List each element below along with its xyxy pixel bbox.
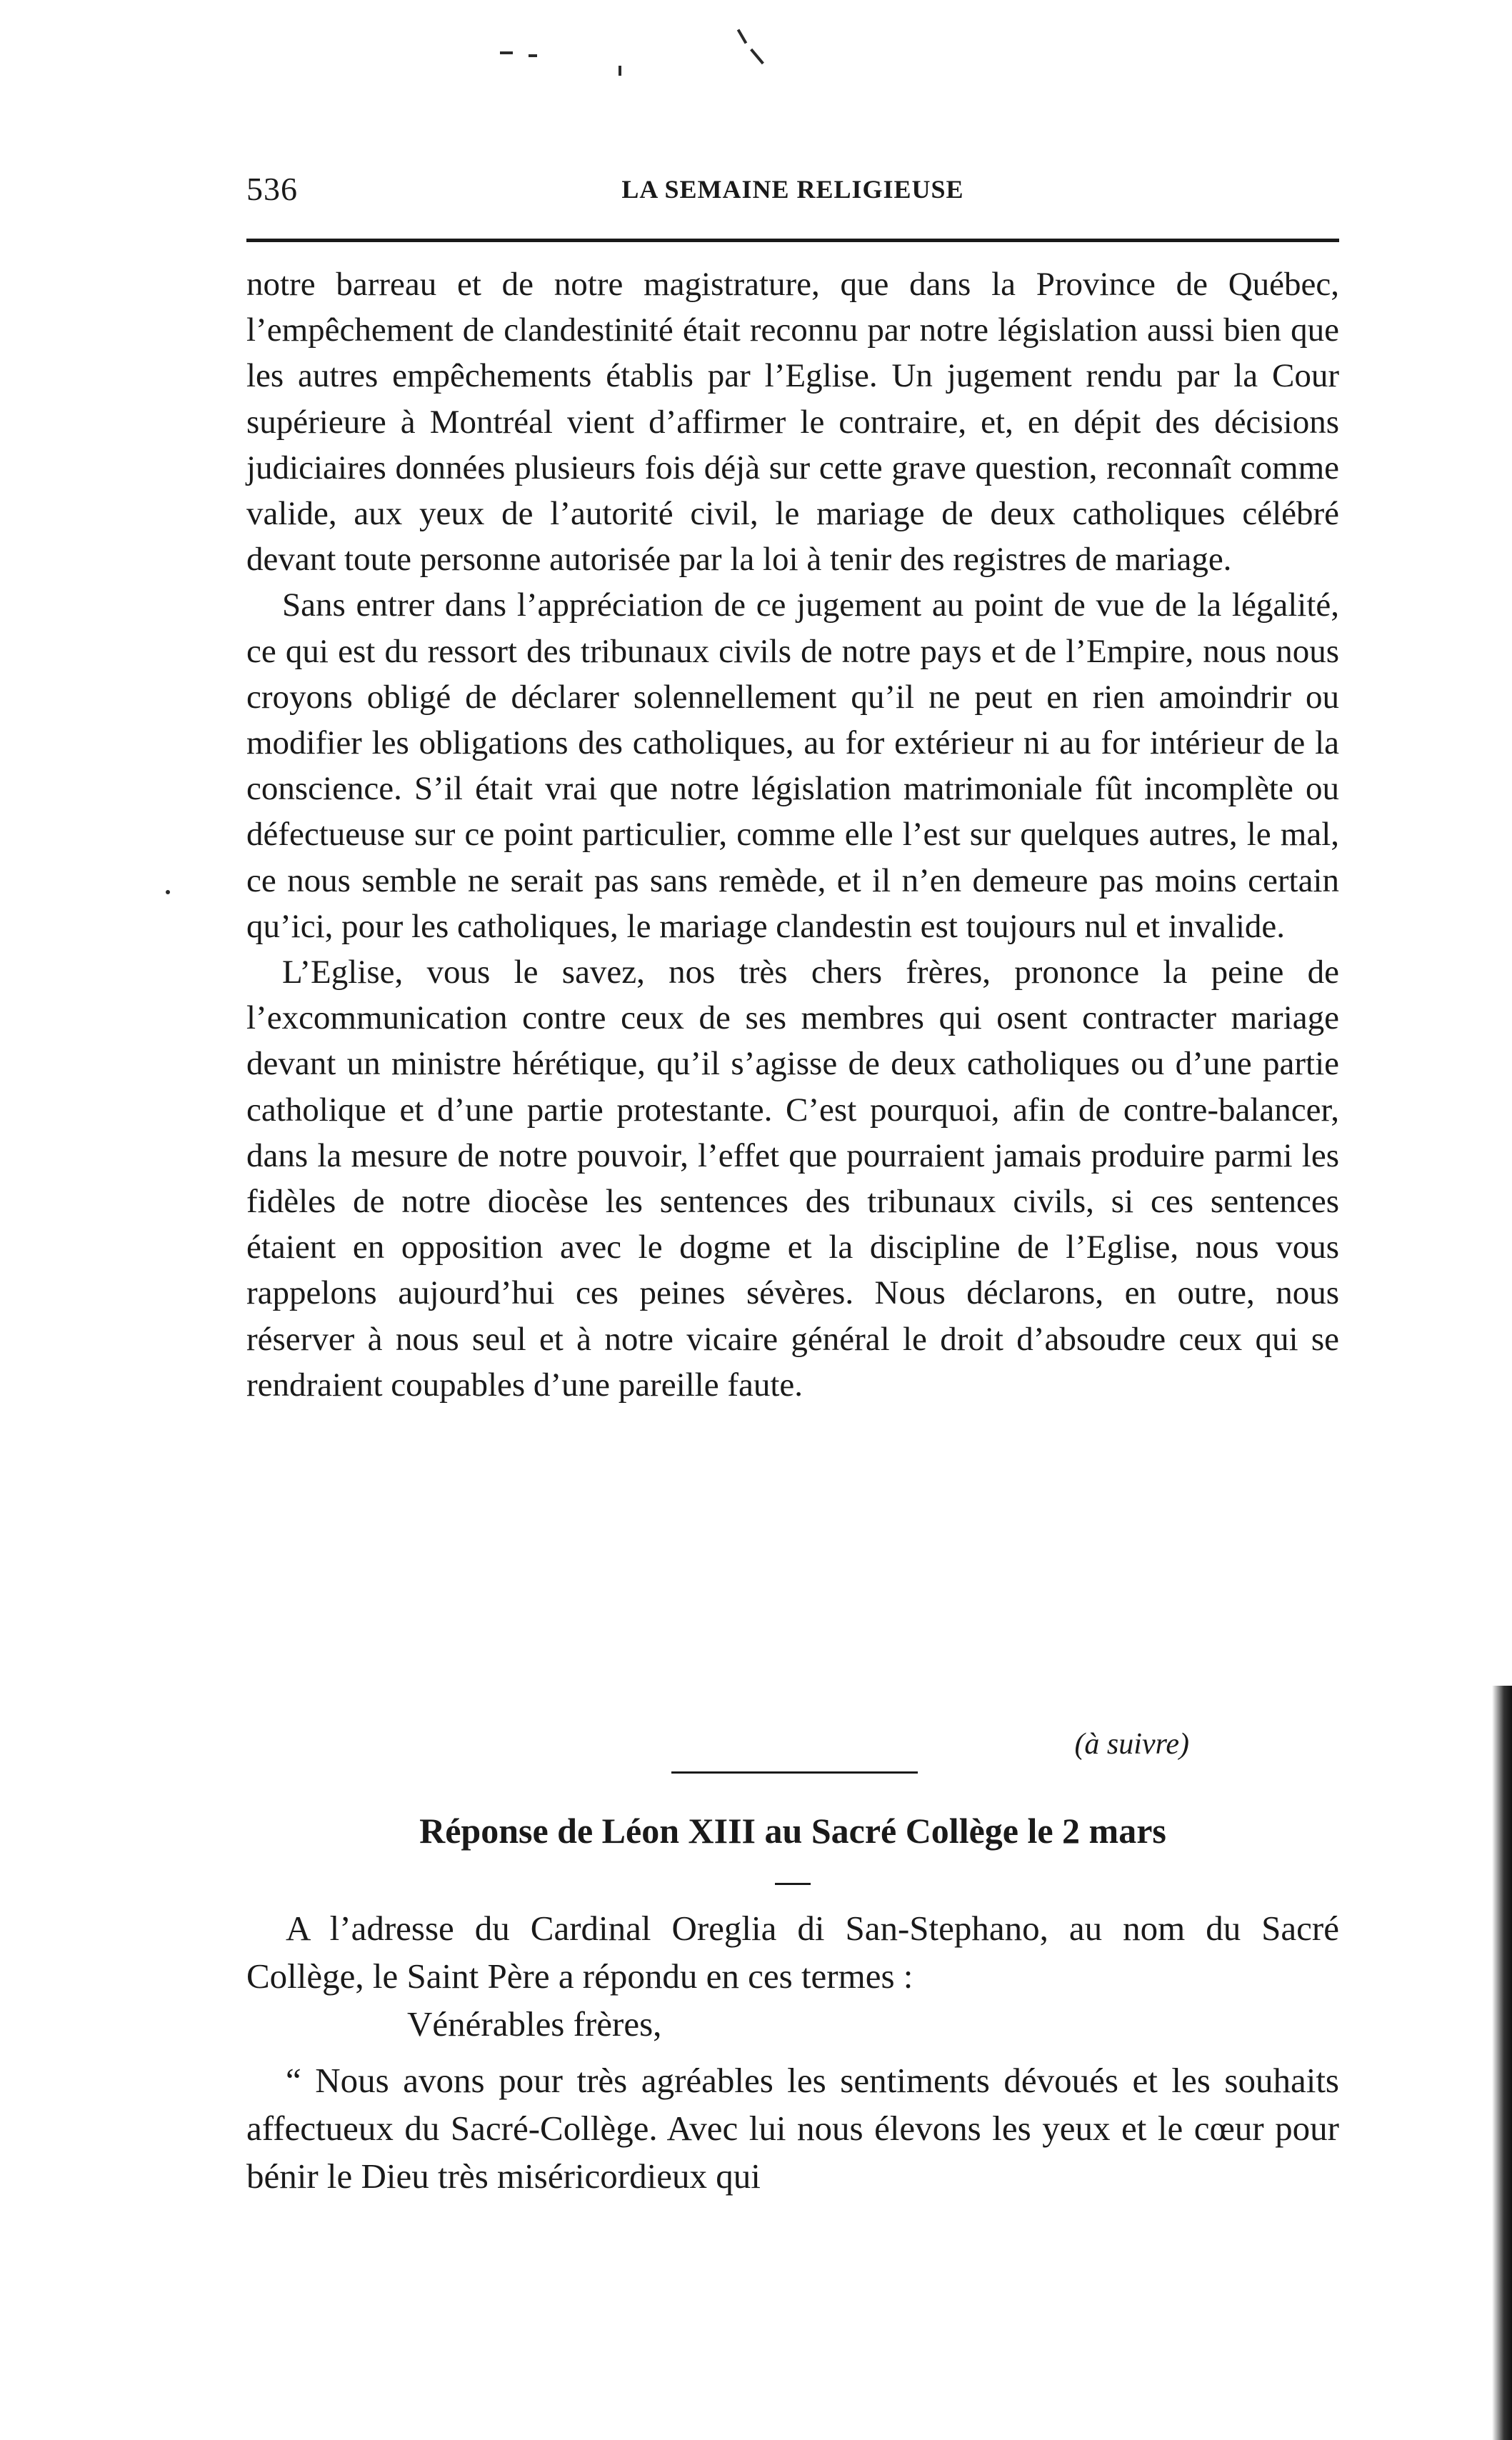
ink-speck <box>619 66 621 76</box>
ink-speck <box>737 29 747 44</box>
ink-speck <box>750 49 764 64</box>
section-text <box>246 1904 1339 2200</box>
ink-speck <box>500 51 513 54</box>
title-dash <box>775 1883 811 1885</box>
page-edge-shadow <box>1492 1686 1512 2440</box>
page-number: 536 <box>246 171 298 207</box>
paragraph: Sans entrer dans l’appréciation de ce jugement au point de vue de la légalité, ce qui est du ressort des tribunaux civils de notre pays et de l’Empire, nous nous croyons obligé de déclarer solennellement qu’il ne peut en rien amoindrir ou modifier les obligations des catholiques, au for extérieur ni au for intérieur de la conscience. S’il était vrai que notre législation matrimoniale fût incomplète ou défectueuse sur ce point particulier, comme elle l’est sur quelques autres, le mal, ce nous semble ne serait pas sans remède, et il n’en demeure pas moins certain qu’ici, pour les catholiques, le mariage clandestin est toujours nul et invalide. <box>246 586 1339 945</box>
header-rule <box>246 239 1339 242</box>
paragraph: A l’adresse du Cardinal Oreglia di San-Stephano, au nom du Sacré Collège, le Saint Père a répondu en ces termes : <box>246 1909 1339 1996</box>
main-text <box>246 261 1339 1408</box>
running-title: LA SEMAINE RELIGIEUSE <box>621 175 964 204</box>
quote-paragraph: “ Nous avons pour très agréables les sentiments dévoués et les souhaits affectueux du Sacré-Collège. Avec lui nous élevons les yeux et le cœur pour bénir le Dieu très miséricordieux qui <box>246 2061 1339 2196</box>
ink-speck <box>166 890 170 894</box>
page-header <box>246 170 1339 220</box>
section-title: Réponse de Léon XIII au Sacré Collège le 2 mars <box>419 1811 1166 1851</box>
ink-speck <box>529 54 537 57</box>
paragraph: L’Eglise, vous le savez, nos très chers frères, prononce la peine de l’excommunication contre ceux de ses membres qui osent contracter mariage devant un ministre hérétique, qu’il s’agisse de deux catholiques ou d’une partie catholique et d’une partie protestante. C’est pourquoi, afin de contre-balancer, dans la mesure de notre pouvoir, l’effet que pourraient jamais produire parmi les fidèles de notre diocèse les sentences des tribunaux civils, si ces sentences étaient en opposition avec le dogme et la discipline de l’Eglise, nous vous rappelons aujourd’hui ces peines sévères. Nous déclarons, en outre, nous réserver à nous seul et à notre vicaire général le droit d’absoudre ceux qui se rendraient coupables d’une pareille faute. <box>246 954 1339 1404</box>
salutation: Vénérables frères, <box>407 2004 662 2044</box>
continuation-note: (à suivre) <box>1074 1728 1189 1761</box>
section-divider <box>671 1771 918 1774</box>
paragraph: notre barreau et de notre magistrature, que dans la Province de Québec, l’empêchement de clandestinité était reconnu par notre législation aussi bien que les autres empêchements établis par l’Eglise. Un jugement rendu par la Cour supérieure à Montréal vient d’affirmer le contraire, et, en dépit des décisions judiciaires données plusieurs fois déjà sur cette grave question, reconnaît comme valide, aux yeux de l’autorité civil, le mariage de deux catholiques célébré devant toute personne autorisée par la loi à tenir des registres de mariage. <box>246 266 1339 579</box>
